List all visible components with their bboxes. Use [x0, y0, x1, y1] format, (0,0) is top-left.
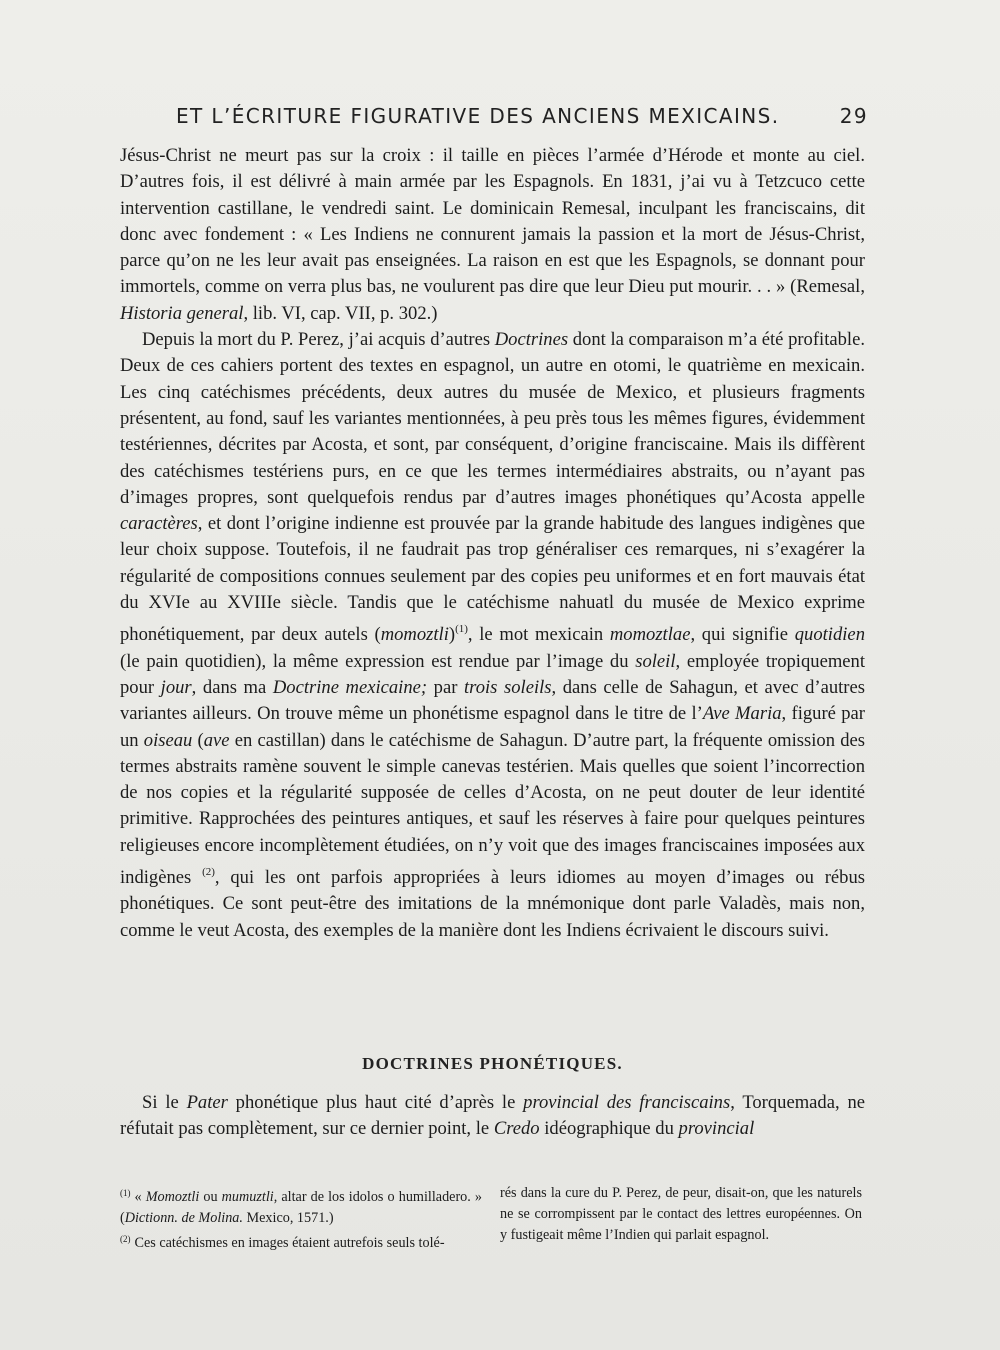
italic-text: caractères [120, 513, 198, 535]
italic-text: Momoztli [145, 1189, 200, 1205]
main-text [120, 143, 865, 944]
italic-text: Credo [493, 1118, 540, 1140]
italic-text: trois soleils [464, 676, 552, 698]
footnote-reference[interactable]: (2) [202, 866, 215, 879]
paragraph [120, 143, 865, 327]
section-heading: DOCTRINES PHONÉTIQUES. [362, 1054, 623, 1073]
italic-text: Doctrines [494, 329, 569, 351]
text-run: ) [448, 624, 456, 646]
paragraph [120, 327, 865, 944]
italic-text: soleil [635, 650, 676, 672]
italic-text: ave [203, 729, 230, 751]
italic-text: Doctrine mexicaine; [272, 676, 428, 698]
italic-text: oiseau [143, 729, 193, 751]
italic-text: momoztli [380, 624, 449, 646]
page-number: 29 [839, 104, 868, 128]
text-run: « [134, 1189, 146, 1205]
text-run: , Torquemada, ne réfutait pas complètement, sur ce dernier point, le [120, 1092, 865, 1140]
text-run: , employée tropiquement pour [120, 650, 865, 698]
text-run: Si le [142, 1092, 187, 1113]
text-run: par [427, 676, 464, 698]
text-run: rés dans la cure du P. Perez, de peur, disait-on, que les naturels ne se corrompissent par le contact des lettres européennes. On y fustigeait même l’Indien qui parlait espagnol. [500, 1185, 862, 1243]
footnote [120, 1229, 482, 1254]
text-run: Jésus-Christ ne meurt pas sur la croix : il taille en pièces l’armée d’Hérode et monte au ciel. D’autres fois, il est délivré à main armée par les Espagnols. En 1831, j’ai vu à Tetzcuco cette intervention castillane, le vendredi saint. Le dominicain Remesal, inculpant les franciscains, dit donc avec fondement : « Les Indiens ne connurent jamais la passion et la mort de Jésus-Christ, parce qu’on ne les leur avait pas enseignées. La raison en est que les Espagnols, se donnant pour immortels, comme on verra plus bas, ne voulurent pas dire que leur Dieu put mourir. . . » (Remesal, [120, 145, 865, 298]
text-run: , dans ma [191, 676, 273, 698]
text-run: , qui signifie [690, 624, 795, 646]
italic-text: momoztlae [609, 624, 691, 646]
italic-text: provincial [678, 1118, 755, 1140]
italic-text: mumuztli [221, 1189, 274, 1205]
italic-text: quotidien [794, 624, 865, 646]
italic-text: Historia general [120, 302, 244, 324]
text-run: idéographique du [539, 1118, 679, 1140]
text-run: Ces catéchismes en images étaient autrefois seuls tolé- [134, 1235, 445, 1251]
text-run: ou [199, 1189, 222, 1205]
section-paragraph [120, 1090, 865, 1143]
text-run: , et dont l’origine indienne est prouvée par la grande habitude des langues indigènes que leur choix suppose. Toutefois, il ne faudrait pas trop généraliser ces remarques, ni s’exagérer la régularité de compositions connues seulement par des copies peu uniformes et en fort mauvais état du XVIe au XVIIIe siècle. Tandis que le catéchisme nahuatl du musée de Mexico exprime phonétiquement, par deux autels ( [120, 513, 865, 646]
text-run: Mexico, 1571.) [242, 1210, 334, 1226]
text-run: ( [192, 729, 204, 751]
text-run: , figuré par un [120, 703, 865, 751]
text-run: , le mot mexicain [467, 624, 610, 646]
section-text [120, 1090, 865, 1143]
text-run: , lib. VI, cap. VII, p. 302.) [243, 302, 438, 324]
italic-text: jour [160, 676, 192, 698]
footnote-mark: (2) [120, 1234, 131, 1244]
running-header [120, 104, 868, 134]
footnote-mark: (1) [120, 1188, 131, 1198]
footnote [500, 1183, 862, 1246]
italic-text: provincial des franciscains [523, 1092, 731, 1113]
running-title: ET L’ÉCRITURE FIGURATIVE DES ANCIENS MEXICAINS. [176, 104, 780, 128]
text-run: , qui les ont parfois appropriées à leurs idiomes au moyen d’images ou rébus phonétiques. Ce sont peut-être des imitations de la mnémonique dont parle Valadès, mais non, comme le veut Acosta, des exemples de la manière dont les Indiens écrivaient le discours suivi. [120, 867, 865, 941]
footnote-column-right [500, 1183, 862, 1246]
footnote [120, 1183, 482, 1229]
text-run: , altar de los idolos o humilladero. » ( [120, 1189, 483, 1226]
italic-text: Ave Maria [702, 703, 782, 725]
italic-text: Dictionn. de Molina. [124, 1210, 243, 1226]
text-run: phonétique plus haut cité d’après le [227, 1092, 524, 1113]
footnote-reference[interactable]: (1) [455, 623, 468, 636]
italic-text: Pater [186, 1092, 228, 1113]
footnote-column-left [120, 1183, 482, 1254]
text-run: en castillan) dans le catéchisme de Sahagun. D’autre part, la fréquente omission des termes abstraits ramène souvent le simple canevas testérien. Mais quelles que soient l’incorrection de nos copies et la régularité supposée de celles d’Acosta, on ne peut douter de leur identité primitive. Rapprochées des peintures antiques, et sauf les réserves à faire pour quelques peintures religieuses encore incomplètement étudiées, on n’y voit que des images franciscaines imposées aux indigènes [120, 729, 865, 889]
text-run: Depuis la mort du P. Perez, j’ai acquis d’autres [142, 329, 495, 351]
text-run: (le pain quotidien), la même expression est rendue par l’image du [120, 650, 636, 672]
text-run: , dans celle de Sahagun, et avec d’autres variantes ailleurs. On trouve même un phonétisme espagnol dans le titre de l’ [120, 676, 865, 725]
text-run: dont la comparaison m’a été profitable. Deux de ces cahiers portent des textes en espagnol, un autre en otomi, le quatrième en mexicain. Les cinq catéchismes précédents, deux autres du musée de Mexico, et plusieurs fragments présentent, au fond, sauf les variantes mentionnées, à peu près tous les mêmes figures, évidemment testériennes, décrites par Acosta, et sont, par conséquent, d’origine franciscaine. Mais ils diffèrent des catéchismes testériens purs, en ce que les termes intermédiaires abstraits, ou n’ayant pas d’images propres, sont quelquefois rendus par d’autres images phonétiques qu’Acosta appelle [120, 329, 865, 508]
